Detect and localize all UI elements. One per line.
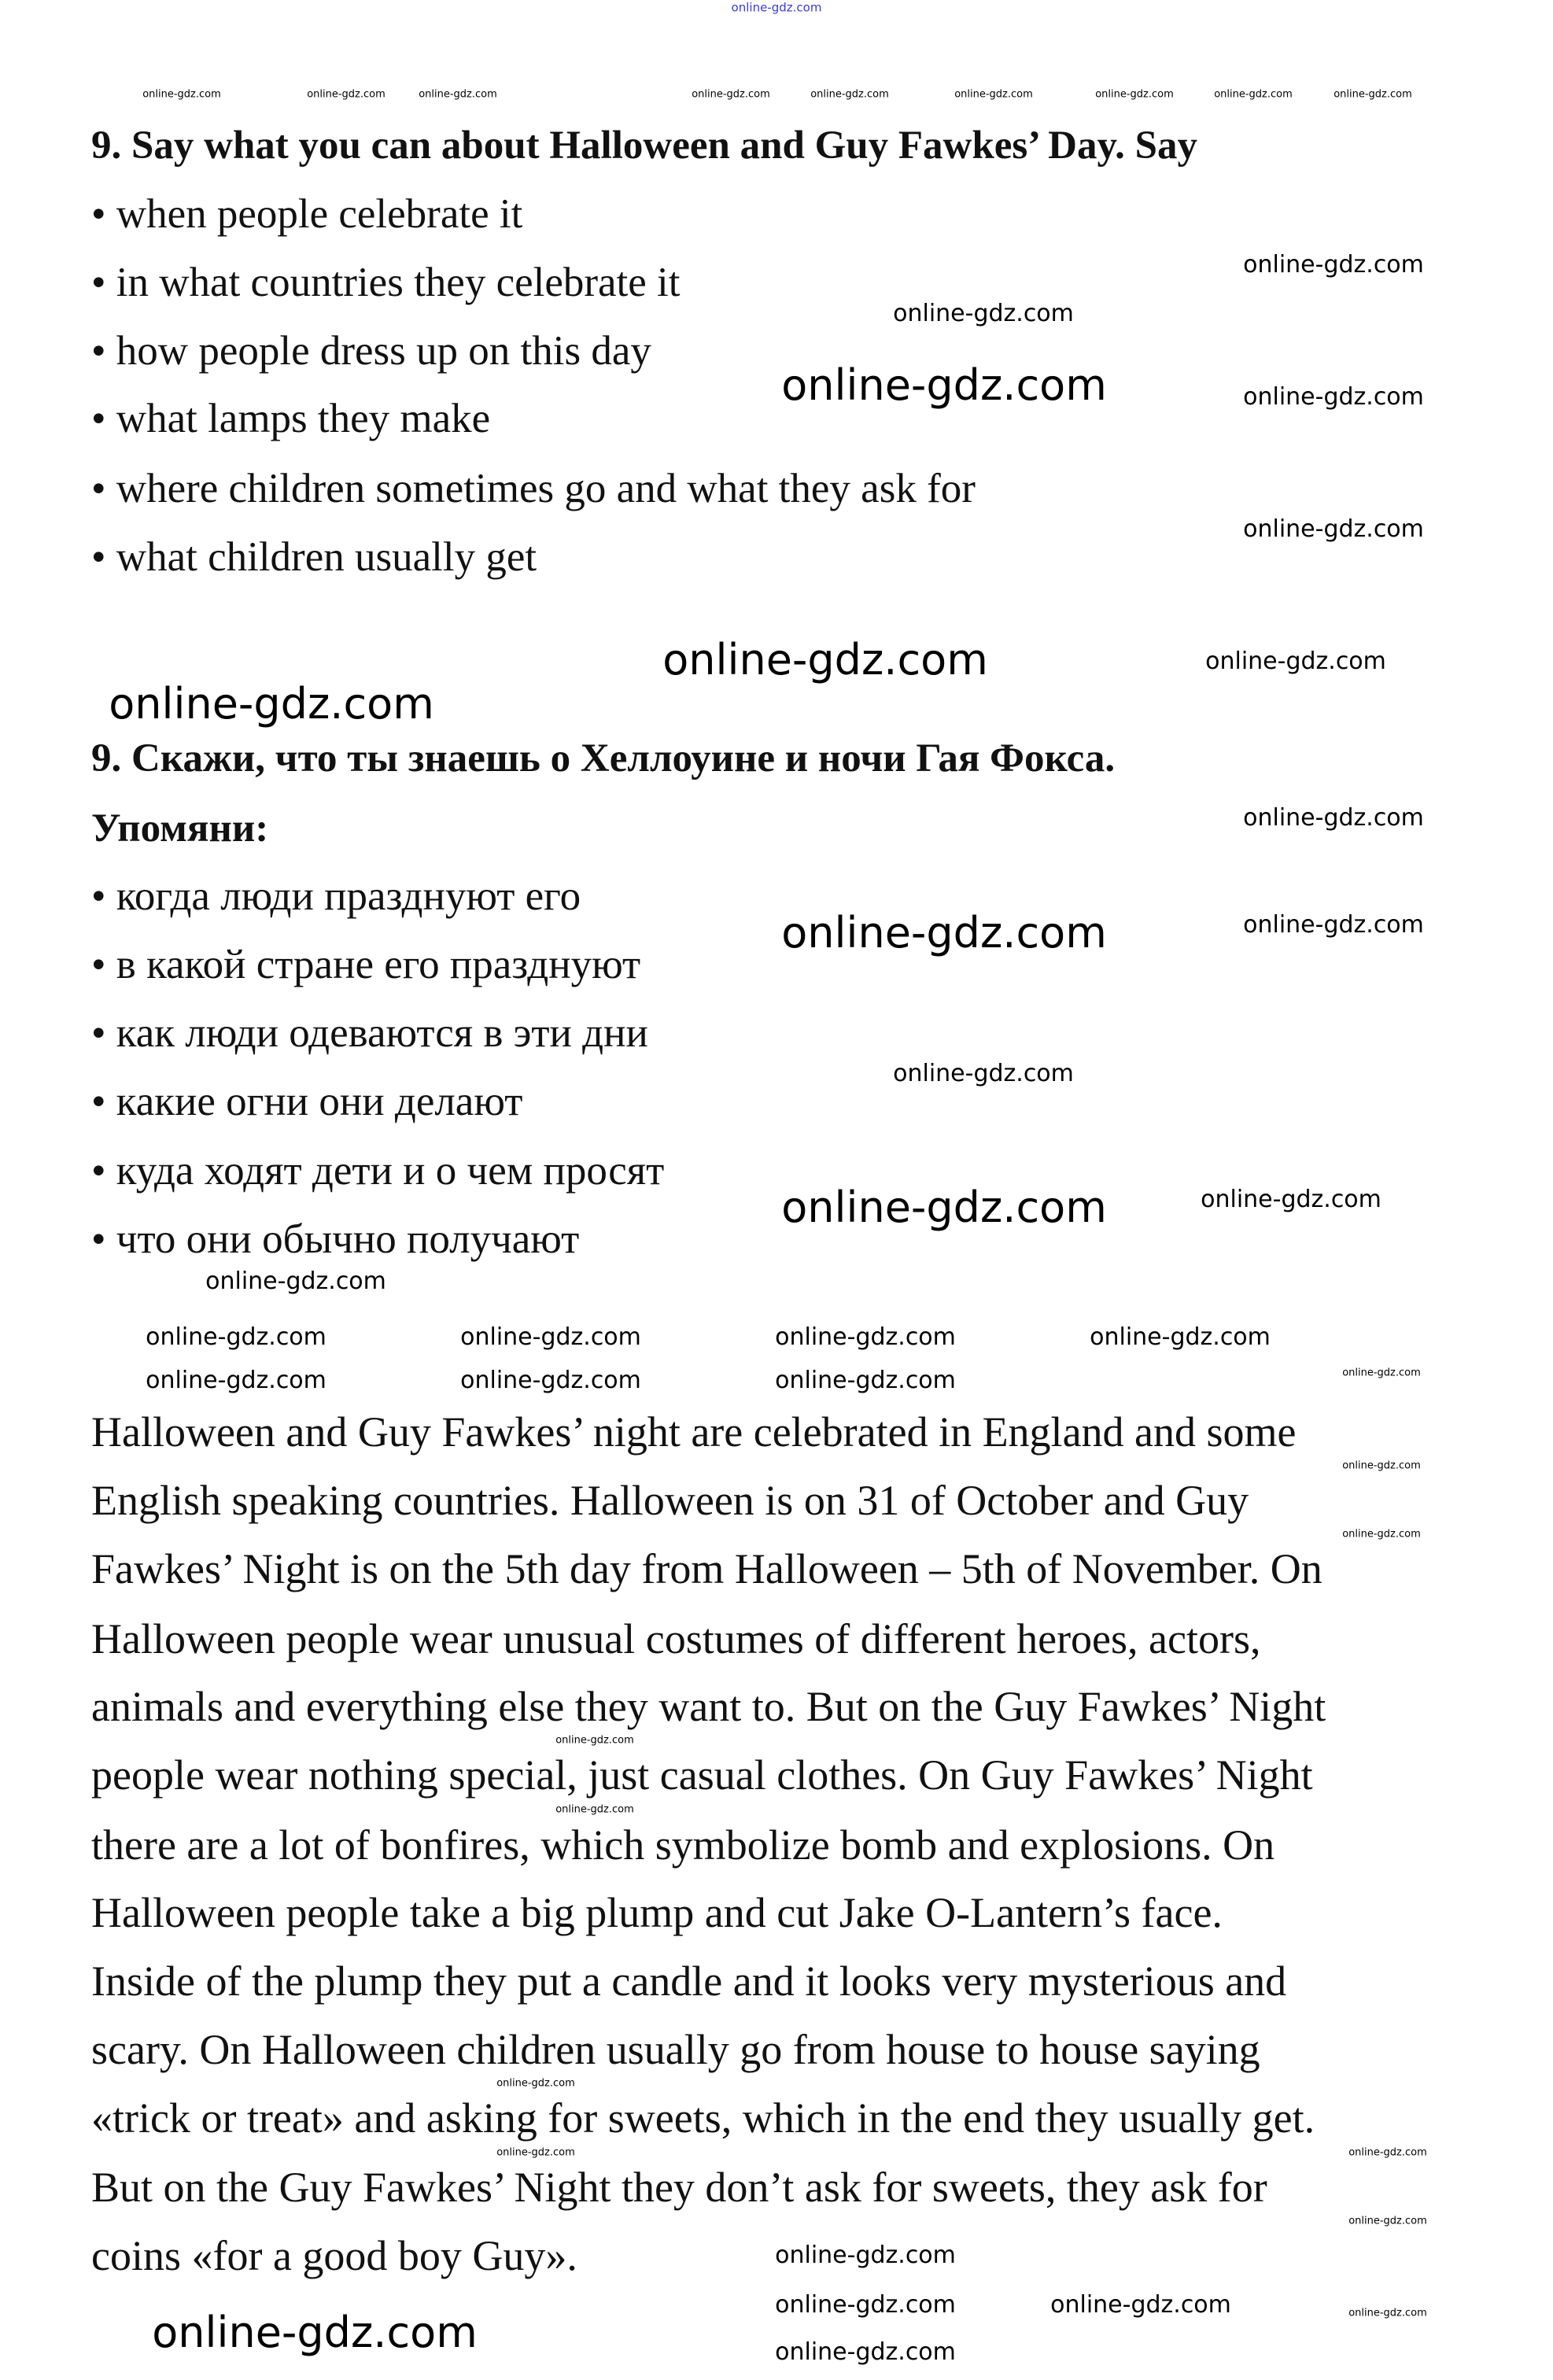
answer-line: Halloween people wear unusual costumes of different heroes, actors, xyxy=(91,1615,1261,1662)
watermark: online-gdz.com xyxy=(496,2146,575,2159)
watermark: online-gdz.com xyxy=(1348,2146,1427,2159)
watermark: online-gdz.com xyxy=(1201,1186,1381,1213)
russian-bullet: • куда ходят дети и о чем просят xyxy=(91,1148,665,1194)
watermark: online-gdz.com xyxy=(1243,911,1424,939)
watermark: online-gdz.com xyxy=(1348,2307,1427,2319)
answer-line: there are a lot of bonfires, which symbolize bomb and explosions. On xyxy=(91,1821,1275,1869)
answer-line: «trick or treat» and asking for sweets, which in the end they usually get. xyxy=(91,2094,1315,2142)
watermark: online-gdz.com xyxy=(1342,1528,1421,1541)
russian-bullet: • в какой стране его празднуют xyxy=(91,942,641,987)
watermark: online-gdz.com xyxy=(775,2242,956,2269)
russian-bullet: • какие огни они делают xyxy=(91,1079,523,1124)
watermark: online-gdz.com xyxy=(1342,1459,1421,1472)
watermark: online-gdz.com xyxy=(142,88,221,101)
watermark: online-gdz.com xyxy=(1348,2215,1427,2227)
watermark: online-gdz.com xyxy=(460,1323,641,1351)
answer-line: English speaking countries. Halloween is on 31 of October and Guy xyxy=(91,1477,1249,1524)
watermark: online-gdz.com xyxy=(152,2308,478,2357)
watermark: online-gdz.com xyxy=(781,1183,1107,1232)
answer-line: scary. On Halloween children usually go from house to house saying xyxy=(91,2026,1260,2073)
answer-line: Fawkes’ Night is on the 5th day from Halloween – 5th of November. On xyxy=(91,1545,1322,1592)
watermark: online-gdz.com xyxy=(810,88,889,101)
watermark: online-gdz.com xyxy=(1095,88,1174,101)
watermark: online-gdz.com xyxy=(775,1323,956,1351)
watermark: online-gdz.com xyxy=(1050,2291,1231,2319)
watermark: online-gdz.com xyxy=(109,679,434,729)
answer-line: Inside of the plump they put a candle and it looks very mysterious and xyxy=(91,1958,1287,2005)
watermark: online-gdz.com xyxy=(146,1323,326,1351)
watermark: online-gdz.com xyxy=(893,300,1074,327)
answer-line: animals and everything else they want to. But on the Guy Fawkes’ Night xyxy=(91,1683,1326,1730)
answer-line: Halloween and Guy Fawkes’ night are celebrated in England and some xyxy=(91,1408,1297,1456)
watermark: online-gdz.com xyxy=(692,88,770,101)
english-bullet: • how people dress up on this day xyxy=(91,328,651,374)
watermark: online-gdz.com xyxy=(781,908,1107,958)
watermark: online-gdz.com xyxy=(1090,1323,1271,1351)
watermark: online-gdz.com xyxy=(775,2291,956,2319)
watermark: online-gdz.com xyxy=(1334,88,1412,101)
answer-line: coins «for a good boy Guy». xyxy=(91,2232,577,2279)
english-bullet: • in what countries they celebrate it xyxy=(91,260,681,305)
english-bullet: • where children sometimes go and what they ask for xyxy=(91,466,976,511)
watermark: online-gdz.com xyxy=(419,88,497,101)
watermark: online-gdz.com xyxy=(1342,1367,1421,1379)
watermark: online-gdz.com xyxy=(731,0,822,15)
watermark: online-gdz.com xyxy=(893,1060,1074,1087)
answer-line: people wear nothing special, just casual clothes. On Guy Fawkes’ Night xyxy=(91,1751,1313,1799)
watermark: online-gdz.com xyxy=(775,1367,956,1394)
watermark: online-gdz.com xyxy=(460,1367,641,1394)
english-heading: 9. Say what you can about Halloween and Guy Fawkes’ Day. Say xyxy=(91,124,1198,168)
watermark: online-gdz.com xyxy=(662,635,988,684)
watermark: online-gdz.com xyxy=(1243,804,1424,832)
watermark: online-gdz.com xyxy=(555,1734,634,1747)
watermark: online-gdz.com xyxy=(781,360,1107,410)
watermark: online-gdz.com xyxy=(146,1367,326,1394)
watermark: online-gdz.com xyxy=(307,88,385,101)
watermark: online-gdz.com xyxy=(1205,648,1386,675)
answer-line: But on the Guy Fawkes’ Night they don’t ask for sweets, they ask for xyxy=(91,2164,1267,2211)
russian-bullet: • как люди одеваются в эти дни xyxy=(91,1010,648,1056)
russian-heading: 9. Скажи, что ты знаешь о Хеллоуине и ночи Гая Фокса. xyxy=(91,736,1116,780)
russian-bullet: • когда люди празднуют его xyxy=(91,873,581,919)
watermark: online-gdz.com xyxy=(775,2338,956,2366)
watermark: online-gdz.com xyxy=(1243,383,1424,411)
watermark: online-gdz.com xyxy=(954,88,1033,101)
english-bullet: • what lamps they make xyxy=(91,396,491,441)
watermark: online-gdz.com xyxy=(1243,515,1424,543)
english-bullet: • when people celebrate it xyxy=(91,191,523,237)
answer-line: Halloween people take a big plump and cut Jake O-Lantern’s face. xyxy=(91,1889,1223,1936)
watermark: online-gdz.com xyxy=(496,2077,575,2090)
russian-subheading: Упомяни: xyxy=(91,806,269,851)
watermark: online-gdz.com xyxy=(555,1803,634,1816)
russian-bullet: • что они обычно получают xyxy=(91,1216,580,1262)
watermark: online-gdz.com xyxy=(1214,88,1293,101)
watermark: online-gdz.com xyxy=(205,1267,386,1295)
english-bullet: • what children usually get xyxy=(91,534,537,580)
watermark: online-gdz.com xyxy=(1243,251,1424,279)
